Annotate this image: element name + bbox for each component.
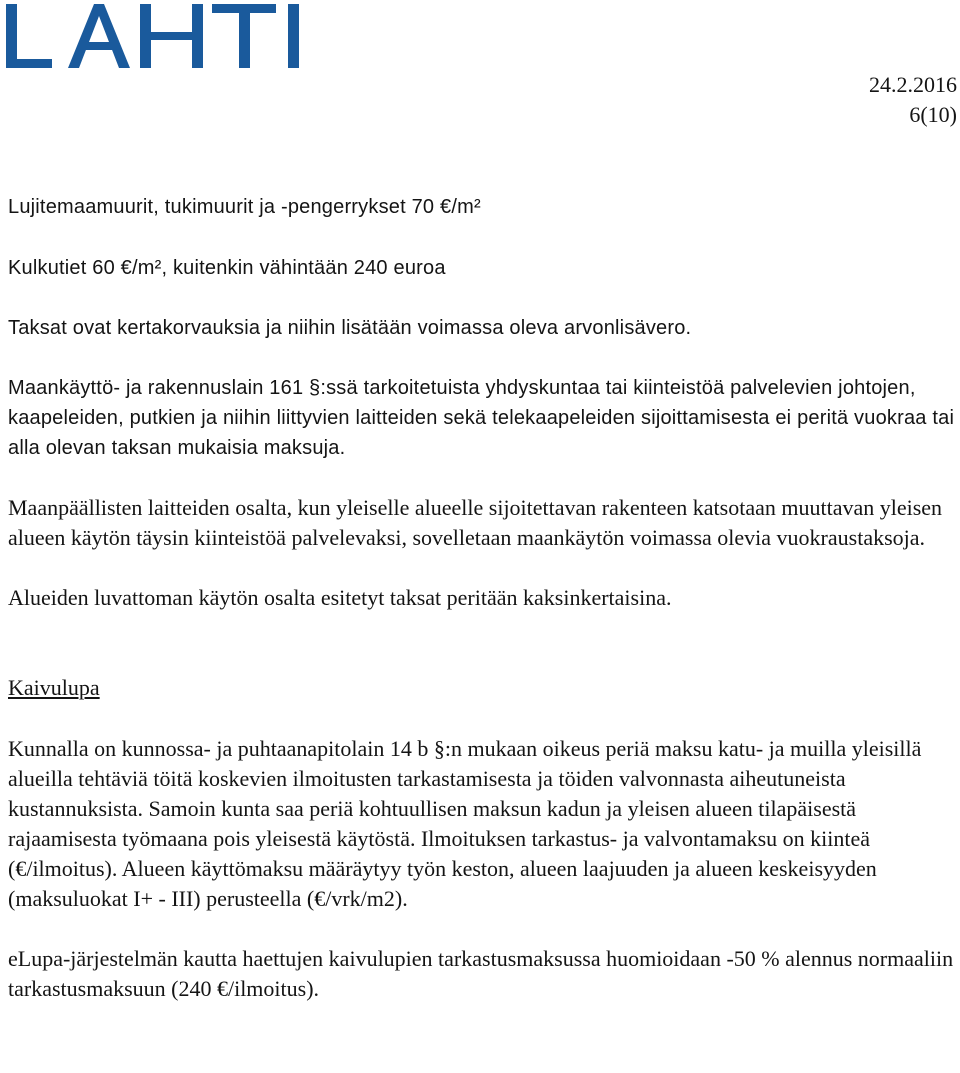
excavation-permit-paragraph: Kunnalla on kunnossa- ja puhtaanapitolain 14 b §:n mukaan oikeus periä maksu katu- ja muilla yleisillä alueilla tehtäviä töitä koskevien ilmoitusten tarkastamisesta ja töiden valvonnasta aiheutuneista kustannuksista. Samoin kunta saa periä kohtuullisen maksun kadun ja yleisen alueen tilapäisestä rajaamisesta työmaana pois yleisestä käytöstä. Ilmoituksen tarkastus- ja valvontamaksu on kiinteä (€/ilmoitus). Alueen käyttömaksu määräytyy työn keston, alueen laajuuden ja alueen keskeisyyden (maksuluokat I+ - III) perusteella (€/vrk/m2).	[8, 736, 922, 911]
elupa-discount-paragraph: eLupa-järjestelmän kautta haettujen kaivulupien tarkastusmaksussa huomioidaan -50 % alennus normaaliin tarkastusmaksuun (240 €/ilmoitus).	[8, 946, 954, 1001]
vat-note: Taksat ovat kertakorvauksia ja niihin lisätään voimassa oleva arvonlisävero.	[8, 317, 692, 339]
section-heading-kaivulupa: Kaivulupa	[8, 675, 100, 700]
page-header-meta	[869, 70, 957, 130]
above-ground-equipment-paragraph: Maanpäällisten laitteiden osalta, kun yleiselle alueelle sijoitettavan rakenteen katsotaan muuttavan yleisen alueen käytön täysin kiinteistöä palvelevaksi, sovelletaan maankäytön voimassa olevia vuokraustaksoja.	[8, 495, 943, 550]
page-number: 6(10)	[909, 102, 957, 127]
utility-exemption-paragraph: Maankäyttö- ja rakennuslain 161 §:ssä tarkoitetuista yhdyskuntaa tai kiinteistöä palvelevien johtojen, kaapeleiden, putkien ja niihin liittyvien laitteiden sekä telekaapeleiden sijoittamisesta ei peritä vuokraa tai alla olevan taksan mukaisia maksuja.	[8, 377, 955, 459]
unauthorized-use-paragraph: Alueiden luvattoman käytön osalta esitetyt taksat peritään kaksinkertaisina.	[8, 585, 672, 610]
fee-access-roads: Kulkutiet 60 €/m², kuitenkin vähintään 240 euroa	[8, 257, 446, 279]
document-date: 24.2.2016	[869, 72, 957, 97]
fee-retaining-walls: Lujitemaamuurit, tukimuurit ja -pengerrykset 70 €/m²	[8, 196, 481, 218]
document-body	[8, 192, 956, 1004]
lahti-logo	[6, 0, 302, 72]
